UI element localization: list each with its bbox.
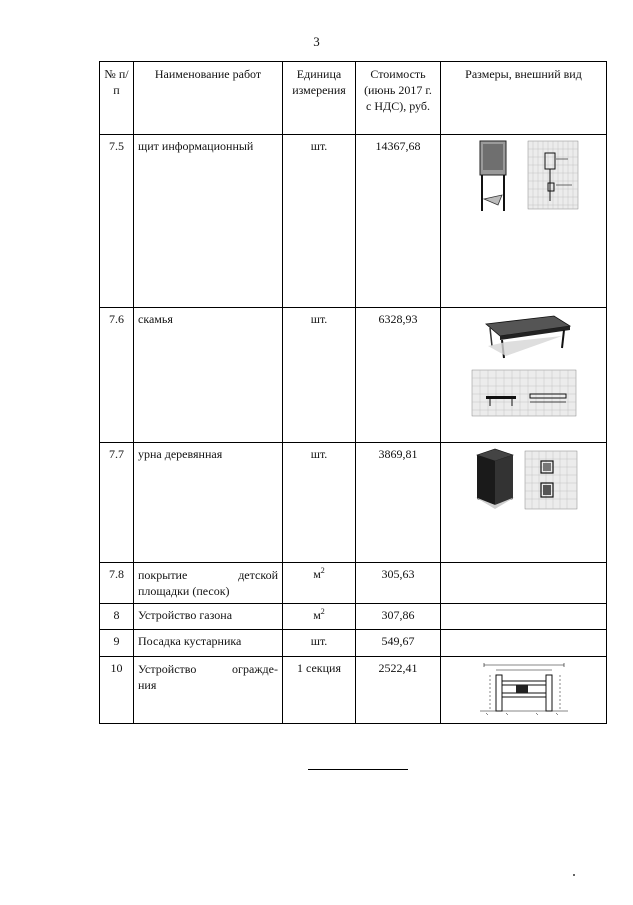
row-num: 9 <box>100 630 134 657</box>
info-board-drawing <box>441 135 607 308</box>
row-name: Посадка кустарника <box>134 630 283 657</box>
row-name: скамья <box>134 308 283 443</box>
unit-text: м <box>313 608 321 622</box>
table-row <box>100 630 607 657</box>
row-unit <box>283 604 356 630</box>
row-unit: шт. <box>283 308 356 443</box>
header-unit: Единица измерения <box>283 62 356 135</box>
works-table <box>99 61 607 724</box>
header-name: Наименование работ <box>134 62 283 135</box>
row-num: 7.8 <box>100 563 134 604</box>
row-name-line: ния <box>138 678 157 692</box>
row-cost: 3869,81 <box>356 443 441 563</box>
table-row <box>100 443 607 563</box>
row-cost: 2522,41 <box>356 657 441 724</box>
wooden-bin-image <box>469 447 579 513</box>
fence-section-image <box>476 661 572 717</box>
row-cost: 549,67 <box>356 630 441 657</box>
row-name-line: покрытие детской <box>138 568 278 582</box>
empty-appearance <box>441 604 607 630</box>
empty-appearance <box>441 563 607 604</box>
table-row <box>100 563 607 604</box>
footer-rule <box>308 769 408 770</box>
row-name: урна деревянная <box>134 443 283 563</box>
unit-superscript: 2 <box>320 566 325 575</box>
row-cost: 305,63 <box>356 563 441 604</box>
row-name: щит информационный <box>134 135 283 308</box>
unit-text: м <box>313 567 321 581</box>
row-name-line: площадки (песок) <box>138 584 230 598</box>
table-header-row <box>100 62 607 135</box>
row-name <box>134 563 283 604</box>
row-num: 8 <box>100 604 134 630</box>
bench-image <box>466 312 582 424</box>
wooden-bin-drawing <box>441 443 607 563</box>
info-board-image <box>468 139 580 215</box>
bench-drawing <box>441 308 607 443</box>
fence-section-drawing <box>441 657 607 724</box>
table-row <box>100 604 607 630</box>
row-unit: 1 секция <box>283 657 356 724</box>
table-row <box>100 308 607 443</box>
header-num: № п/п <box>100 62 134 135</box>
row-num: 10 <box>100 657 134 724</box>
row-cost: 6328,93 <box>356 308 441 443</box>
page-mark <box>573 874 575 876</box>
table-row <box>100 657 607 724</box>
row-unit: шт. <box>283 630 356 657</box>
row-cost: 14367,68 <box>356 135 441 308</box>
row-unit: шт. <box>283 443 356 563</box>
row-unit: шт. <box>283 135 356 308</box>
row-name: Устройство газона <box>134 604 283 630</box>
table-row <box>100 135 607 308</box>
row-name-line: Устройство огражде- <box>138 662 278 676</box>
row-cost: 307,86 <box>356 604 441 630</box>
page-number: 3 <box>313 34 320 49</box>
row-num: 7.5 <box>100 135 134 308</box>
row-num: 7.7 <box>100 443 134 563</box>
header-appearance: Размеры, внешний вид <box>441 62 607 135</box>
header-cost: Стоимость (июнь 2017 г. с НДС), руб. <box>356 62 441 135</box>
unit-superscript: 2 <box>320 607 325 616</box>
empty-appearance <box>441 630 607 657</box>
row-num: 7.6 <box>100 308 134 443</box>
row-name <box>134 657 283 724</box>
row-unit <box>283 563 356 604</box>
